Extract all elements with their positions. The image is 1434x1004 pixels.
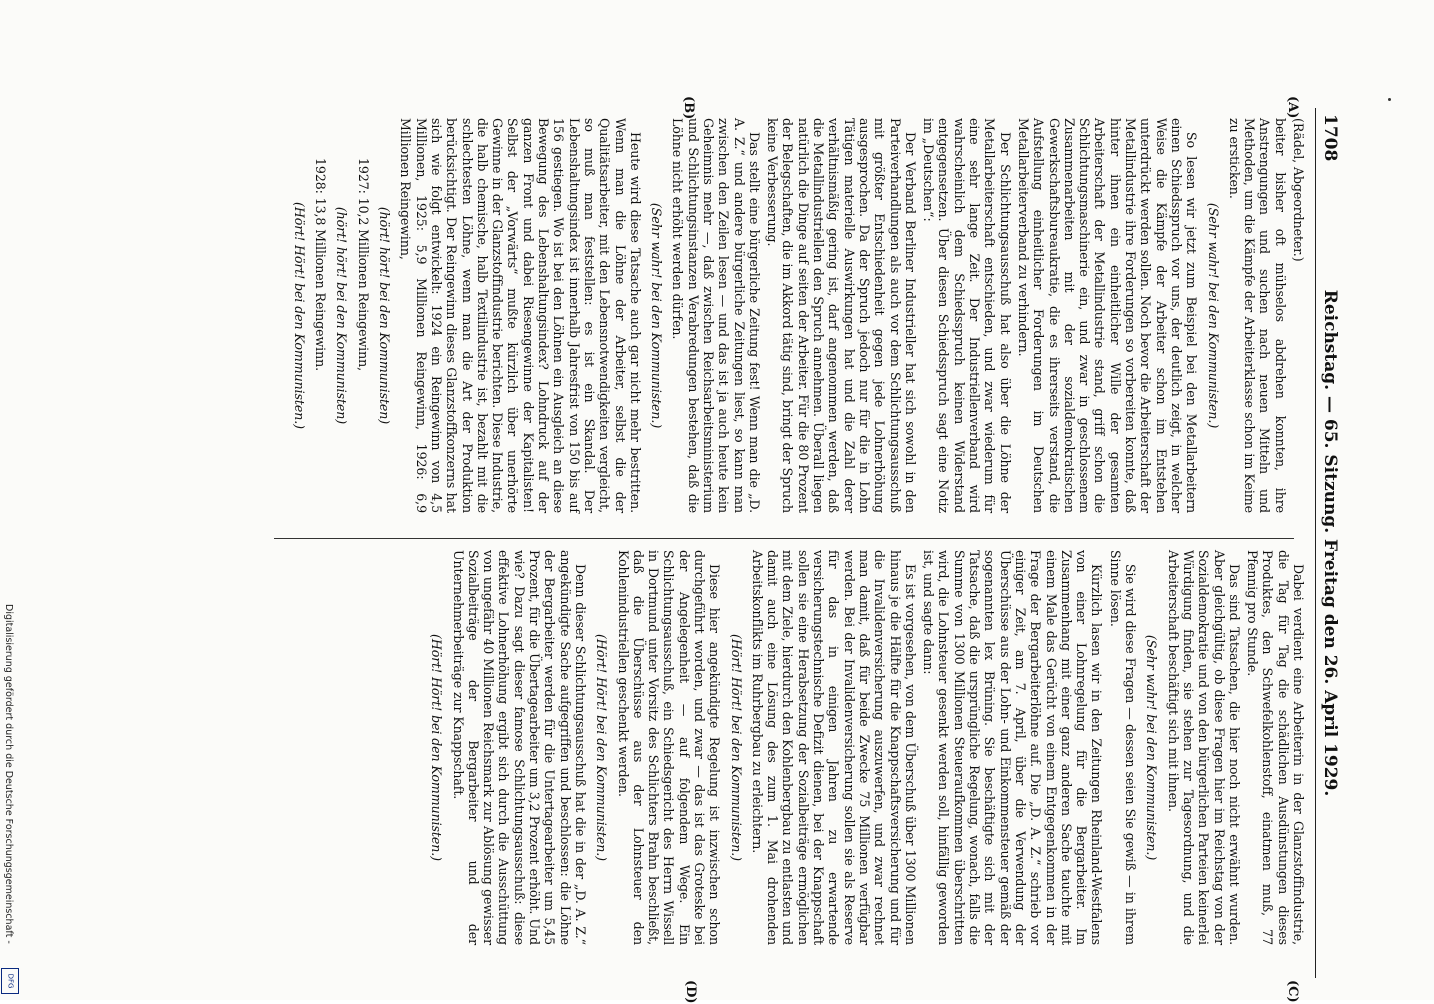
interjection: (Hört! Hört! bei den Kommunisten.): [429, 634, 445, 861]
interjection: (Sehr wahr! bei den Kommunisten.): [1205, 202, 1221, 429]
left-column: [286, 118, 1306, 513]
paragraph: Dabei verdient eine Arbeiterin in der Glanzstoffindustrie, die Tag für Tag die schädlichen Ausdünstungen dieses Produktes, den Schwefelkohlenstoff, einatmen muß, 77 Pfennig pro Stunde.: [1245, 550, 1306, 945]
page-title: Reichstag. — 65. Sitzung. Freitag den 26. April 1929.: [1320, 289, 1340, 797]
margin-marker-c: (C): [1285, 980, 1300, 1003]
page-number: 1708: [1320, 114, 1340, 162]
margin-marker-d: (D): [683, 980, 698, 1004]
dfg-logo-text: DFG: [6, 973, 14, 989]
figure-line: 1928: 13,8 Millionen Reingewinn.: [313, 158, 329, 372]
column-divider: [274, 538, 1294, 539]
rotated-page-content: [106, 96, 1346, 1004]
quote-paragraph: Es ist vorgesehen, von dem Überschuß über 1300 Millionen hinaus je die Hälfte für die Knappschaftsversicherung und für die Invalidenversicherung auszuwerfen, und zwar rechnet man damit, daß für beide Zwecke 75 Millionen verfügbar werden. Bei der Invalidenversicherung sollen sie als Reserve für das in einigen Jahren zu erwartende versicherungstechnische Defizit dienen, bei der Knappschaft sollen sie eine Herabsetzung der Sozialbeiträge ermöglichen mit dem Ziele, hierdurch den Kohlenbergbau zu entlasten und damit auch eine Lösung des zum 1. Mai drohenden Arbeitskonflikts im Ruhrbergbau zu erleichtern.: [749, 550, 918, 945]
paragraph: Diese hier angekündigte Regelung ist inzwischen schon durchgeführt worden, und zwar — das ist das Groteske bei der Angelegenheit — auf folgendem Wege. Ein Schlichtungsausschuß, ein Schiedsgericht des Herrn Wissell in Dortmund unter Vorsitz des Schlichters Brahn beschließt, daß die Überschüsse aus der Lohnsteuer den Kohlenindustriellen geschenkt werden.: [615, 550, 723, 945]
paragraph: beiter bisher oft mühselos abdrehen konnten, ihre Anstrengungen und suchen nach neuen Mitteln und Methoden, um die Kämpfe der Arbeiterklasse schon im Keime zu ersticken.: [1226, 118, 1288, 513]
dfg-logo-icon: [1, 968, 19, 994]
paragraph: Denn dieser Schlichtungsausschuß hat die in der „D. A. Z.“ angekündigte Sache aufgegriffen und beschlossen: die Löhne der Bergarbeiter werden für die Untertagearbeiter um 5,45 Prozent, für die Übertagearbeiter um 3,2 Prozent erhöht. Und wie? Dazu sagt dieser famose Schlichtungsausschuß: diese effektive Lohnerhöhung ergibt sich durch die Ausschüttung von ungefähr 40 Millionen Reichsmark zur Ablösung gewisser Sozialbeiträge der Bergarbeiter und der Unternehmerbeiträge zur Knappschaft.: [450, 550, 588, 945]
interjection: (hört! hört! bei den Kommunisten): [377, 206, 393, 425]
quote-paragraph: Der Verband Berliner Industrieller hat sich sowohl in den Parteiverhandlungen als auch vor dem Schlichtungsausschuß mit größter Entschiedenheit gegen jede Lohnerhöhung ausgesprochen. Da der Spruch jedoch nur für die in Lohn Tätigen materielle Auswirkungen hat und die Zahl derer verhältnismäßig gering ist, darf angenommen werden, daß die Metallindustriellen den Spruch annehmen. Überall liegen natürlich die Dinge auf seiten der Arbeiter. Für die 80 Prozent der Belegschaften, die im Akkord tätig sind, bringt der Spruch keine Verbesserung.: [765, 118, 918, 513]
interjection: (Sehr wahr! bei den Kommunisten.): [649, 202, 665, 429]
interjection: (Sehr wahr! bei den Kommunisten.): [1144, 634, 1160, 861]
interjection: (hört! hört! bei den Kommunisten): [334, 206, 350, 425]
interjection: (Hört! Hört! bei den Kommunisten.): [594, 634, 610, 861]
margin-marker-b: (B): [681, 96, 696, 120]
paragraph: Das sind Tatsachen, die hier noch nicht erwähnt wurden. Aber gleichgültig, ob diese Fragen hier im Reichstag von der Sozialdemokratie und von den bürgerlichen Parteien keinerlei Würdigung finden, sie stehen zur Tagesordnung, und die Arbeiterschaft beschäftigt sich mit ihnen.: [1165, 550, 1242, 945]
margin-marker-a: (A): [1285, 96, 1300, 119]
speaker-line: (Rädel, Abgeordneter.): [1291, 118, 1306, 262]
credit-text: Digitalisierung gefördert durch die Deutsche Forschungsgemeinschaft -: [3, 604, 14, 944]
paragraph: Heute wird diese Tatsache auch gar nicht mehr bestritten. Wenn man die Löhne der Arbeiter, selbst die der Qualitätsarbeiter, mit den Lebensnotwendigkeiten vergleicht, so muß man feststellen: es ist ein Skandal. Der Lebenshaltungsindex ist innerhalb Jahresfrist von 150 bis auf 156 gestiegen. Wo ist bei den Löhnen ein Ausgleich an diese Bewegung des Lebenshaltungsindex? Lohndruck auf der ganzen Front und dabei Riesengewinne der Kapitalisten! Selbst der „Vorwärts“ mußte kürzlich über unerhörte Gewinne in der Glanzstoffindustrie berichten. Diese Industrie, die halb chemische, halb Textilindustrie ist, bezahlt mit die schlechtesten Löhne, wenn man die Art der Produktion berücksichtigt. Der Reingewinn dieses Glanzstoffkonzerns hat sich wie folgt entwickelt: 1924 ein Reingewinn von 4,5 Millionen, 1925: 5,9 Millionen Reingewinn, 1926: 6,9 Millionen Reingewinn,: [398, 118, 643, 513]
interjection: (Hört! Hört! bei den Kommunisten.): [728, 634, 744, 861]
figure-line: 1927: 10,2 Millionen Reingewinn,: [355, 158, 371, 372]
paragraph: Der Schlichtungsausschuß hat also über die Löhne der Metallarbeiterschaft entschieden, und zwar wiederum für eine sehr lange Zeit. Der Industriellenverband wird wahrscheinlich dem Schiedsspruch keinen Widerstand entgegensetzen. Über diesen Schiedsspruch sagt eine Notiz im „Deutschen“:: [921, 118, 1013, 513]
right-column: [423, 550, 1306, 945]
paragraph: Kürzlich lasen wir in den Zeitungen Rheinland-Westfalens von einer Lohnregelung für die Bergarbeiter. Im Zusammenhang mit einer ganz anderen Sache tauchte mit einem Male das Gerücht von einem Entgegenkommen in der Frage der Bergarbeiterlöhne auf. Die „D. A. Z.“ schrieb vor einiger Zeit, am 7. April, über die Verwendung der Überschüsse aus der Lohn- und Einkommensteuer gemäß der sogenannten lex Brüning. Sie beschäftigte sich mit der Tatsache, daß die ursprüngliche Regelung, wonach, falls die Summe von 1300 Millionen Steueraufkommen überschritten wird, die Lohnsteuer gesenkt werden soll, hinfällig geworden ist, und sagte dann:: [921, 550, 1105, 945]
paragraph: Das stellt eine bürgerliche Zeitung fest! Wenn man die „D. A. Z.“ und andere bürgerliche Zeitungen liest, so kann man zwischen den Zeilen lesen — und das ist ja auch heute kein Geheimnis mehr —, daß zwischen Reichsarbeitsministerium und Schlichtungsinstanzen Verabredungen bestehen, daß die Löhne nicht erhöht werden dürfen.: [670, 118, 762, 513]
interjection: (Hört! Hört! bei den Kommunisten.): [291, 202, 307, 429]
speck: [1388, 98, 1391, 101]
paragraph: Sie wird diese Fragen — dessen seien Sie gewiß — in ihrem Sinne lösen.: [1107, 550, 1139, 945]
digitization-credit: [2, 604, 16, 996]
paragraph: So lesen wir jetzt zum Beispiel bei den Metallarbeitern einen Schiedsspruch vor uns, der deutlich zeigt, in welcher Weise die Kämpfe der Arbeiter schon im Entstehen unterdrückt werden sollen. Noch bevor die Arbeiterschaft der Metallindustrie ihre Forderungen so vorbereiten konnte, daß hinter ihnen ein einheitlicher Wille der gesamten Arbeiterschaft der Metallindustrie stand, griff schon die Schlichtungsmaschinerie ein, und zwar in geschlossenem Zusammenarbeiten mit der sozialdemokratischen Gewerkschaftsbureaukratie, die es ihrerseits verstand, die Aufstellung einheitlicher Forderungen im Deutschen Metallarbeiterverband zu verhindern.: [1015, 118, 1200, 513]
page-header: [1315, 108, 1346, 978]
